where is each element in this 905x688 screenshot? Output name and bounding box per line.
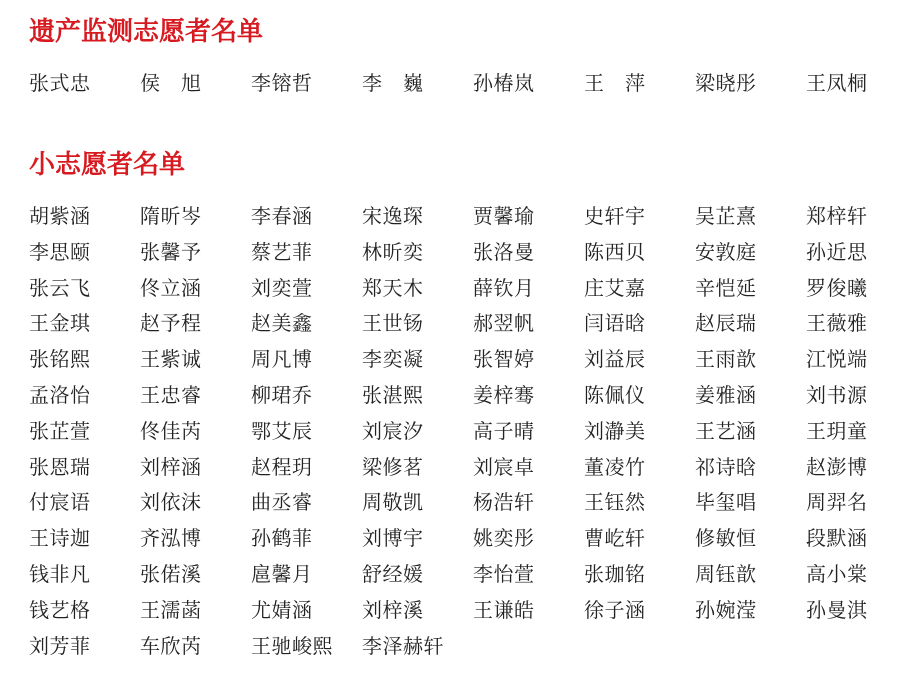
volunteer-name: 姜梓骞 (473, 382, 535, 407)
volunteer-name: 庄艾嘉 (584, 275, 646, 300)
volunteer-name: 周凡博 (251, 347, 313, 372)
volunteer-name: 张偌溪 (140, 561, 202, 586)
volunteer-name: 张湛熙 (362, 382, 424, 407)
volunteer-name: 张馨予 (140, 239, 202, 264)
volunteer-name: 王雨歆 (695, 347, 757, 372)
volunteer-name: 宋逸琛 (362, 204, 424, 228)
volunteer-name: 王 萍 (584, 71, 646, 95)
volunteer-name: 李怡萱 (473, 561, 535, 586)
volunteer-name: 李奕凝 (362, 347, 424, 372)
volunteer-name: 王钰然 (584, 490, 646, 515)
volunteer-name: 祁诗晗 (695, 454, 757, 479)
volunteer-name: 郑天木 (362, 275, 424, 300)
volunteer-name: 佟立涵 (140, 275, 202, 300)
volunteer-name: 林昕奕 (362, 239, 424, 264)
volunteer-name: 胡紫涵 (29, 204, 91, 228)
volunteer-name: 王艺涵 (695, 418, 757, 443)
volunteer-name: 孙婉滢 (695, 597, 757, 622)
volunteer-name: 李泽赫轩 (362, 633, 444, 658)
volunteer-name: 王驰峻熙 (251, 633, 333, 658)
volunteer-name: 刘书源 (806, 382, 868, 407)
volunteer-name: 佟佳芮 (140, 418, 202, 443)
volunteer-name: 扈馨月 (251, 561, 313, 586)
volunteer-name: 刘宸卓 (473, 454, 535, 479)
volunteer-name: 赵美鑫 (251, 311, 313, 336)
volunteer-name: 孙近思 (806, 239, 868, 264)
volunteer-name: 张云飞 (29, 275, 91, 300)
volunteer-name: 孙鹤菲 (251, 526, 313, 551)
volunteer-name: 孟洛怡 (29, 382, 91, 407)
volunteer-name: 鄂艾辰 (251, 418, 313, 443)
volunteer-name: 李镕哲 (251, 71, 313, 95)
volunteer-name: 修敏恒 (695, 526, 757, 551)
volunteer-name: 段默涵 (806, 526, 868, 551)
volunteer-name: 高小棠 (806, 561, 868, 586)
volunteer-name: 徐子涵 (584, 597, 646, 622)
volunteer-name: 刘奕萱 (251, 275, 313, 300)
volunteer-name: 吴芷熹 (695, 204, 757, 228)
volunteer-name: 王金琪 (29, 311, 91, 336)
volunteer-name: 刘梓溪 (362, 597, 424, 622)
volunteer-name: 张洛曼 (473, 239, 535, 264)
volunteer-name: 姜雅涵 (695, 382, 757, 407)
volunteer-name: 罗俊曦 (806, 275, 868, 300)
volunteer-name: 李春涵 (251, 204, 313, 228)
volunteer-name: 李 巍 (362, 71, 424, 95)
volunteer-name: 毕玺唱 (695, 490, 757, 515)
volunteer-name: 车欣芮 (140, 633, 202, 658)
volunteer-name: 刘博宇 (362, 526, 424, 551)
volunteer-name: 付宸语 (29, 490, 91, 515)
volunteer-name: 曲丞睿 (251, 490, 313, 515)
volunteer-name: 张珈铭 (584, 561, 646, 586)
junior-volunteer-name-grid (29, 203, 905, 668)
volunteer-name: 梁晓彤 (695, 71, 757, 95)
volunteer-name: 张铭熙 (29, 347, 91, 372)
volunteer-name: 王紫诚 (140, 347, 202, 372)
section-title-junior-volunteers: 小志愿者名单 (29, 150, 186, 180)
volunteer-name: 王薇雅 (806, 311, 868, 336)
volunteer-name: 蔡艺菲 (251, 239, 313, 264)
volunteer-name: 贾馨瑜 (473, 204, 535, 228)
heritage-volunteer-name-grid (29, 70, 905, 106)
volunteer-name: 钱非凡 (29, 561, 91, 586)
volunteer-name: 刘梓涵 (140, 454, 202, 479)
volunteer-name: 郝翌帆 (473, 311, 535, 336)
volunteer-name: 刘依沫 (140, 490, 202, 515)
volunteer-name: 张芷萱 (29, 418, 91, 443)
volunteer-name: 安敦庭 (695, 239, 757, 264)
section-title-heritage-volunteers: 遗产监测志愿者名单 (29, 17, 264, 47)
volunteer-name: 张恩瑞 (29, 454, 91, 479)
volunteer-name: 高子晴 (473, 418, 535, 443)
volunteer-name: 王忠睿 (140, 382, 202, 407)
volunteer-name: 王凤桐 (806, 71, 868, 95)
volunteer-name: 刘宸汐 (362, 418, 424, 443)
volunteer-name: 辛恺延 (695, 275, 757, 300)
volunteer-name: 尤婧涵 (251, 597, 313, 622)
volunteer-name: 齐泓博 (140, 526, 202, 551)
volunteer-name: 董凌竹 (584, 454, 646, 479)
volunteer-name: 杨浩轩 (473, 490, 535, 515)
volunteer-name: 郑梓轩 (806, 204, 868, 228)
volunteer-name: 王濡菡 (140, 597, 202, 622)
volunteer-name: 孙椿岚 (473, 71, 535, 95)
volunteer-name: 赵澎博 (806, 454, 868, 479)
volunteer-name: 史轩宇 (584, 204, 646, 228)
volunteer-name: 钱艺格 (29, 597, 91, 622)
volunteer-name: 姚奕彤 (473, 526, 535, 551)
volunteer-name: 刘益辰 (584, 347, 646, 372)
volunteer-name: 赵辰瑞 (695, 311, 757, 336)
volunteer-name: 李思颐 (29, 239, 91, 264)
volunteer-name: 赵程玥 (251, 454, 313, 479)
volunteer-name: 隋昕岑 (140, 204, 202, 228)
volunteer-name: 薛钦月 (473, 275, 535, 300)
volunteer-name: 陈佩仪 (584, 382, 646, 407)
volunteer-name: 闫语晗 (584, 311, 646, 336)
volunteer-name: 王世钖 (362, 311, 424, 336)
volunteer-name: 周敬凯 (362, 490, 424, 515)
volunteer-name: 周钰歆 (695, 561, 757, 586)
volunteer-name: 王诗迦 (29, 526, 91, 551)
volunteer-name: 刘瀞美 (584, 418, 646, 443)
volunteer-name: 王玥童 (806, 418, 868, 443)
volunteer-name: 赵予程 (140, 311, 202, 336)
volunteer-name: 江悦端 (806, 347, 868, 372)
volunteer-name: 孙曼淇 (806, 597, 868, 622)
volunteer-name: 侯 旭 (140, 71, 202, 95)
volunteer-name: 舒经媛 (362, 561, 424, 586)
volunteer-name: 梁修茗 (362, 454, 424, 479)
volunteer-name: 曹屹轩 (584, 526, 646, 551)
volunteer-name: 柳珺乔 (251, 382, 313, 407)
volunteer-name: 王谦皓 (473, 597, 535, 622)
volunteer-name: 张智婷 (473, 347, 535, 372)
volunteer-name: 周羿名 (806, 490, 868, 515)
volunteer-name: 刘芳菲 (29, 633, 91, 658)
volunteer-name: 张式忠 (29, 71, 91, 95)
volunteer-name: 陈西贝 (584, 239, 646, 264)
